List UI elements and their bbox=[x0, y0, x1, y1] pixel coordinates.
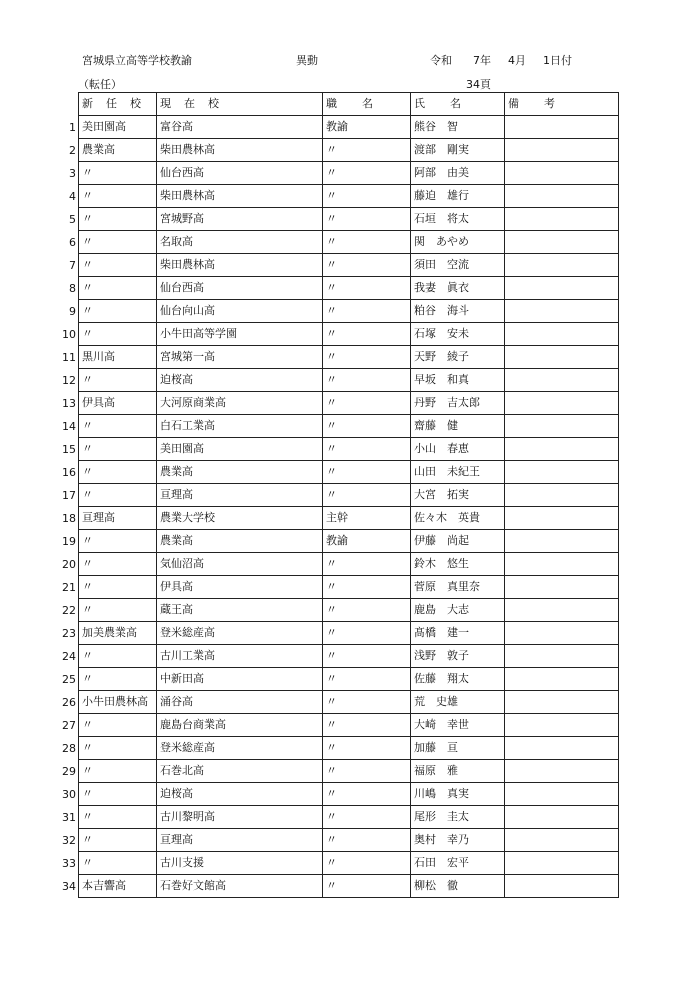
table-row bbox=[79, 254, 619, 277]
row-number: 23 bbox=[62, 626, 76, 640]
name-cell: 天野 綾子 bbox=[411, 346, 505, 369]
table-row bbox=[79, 185, 619, 208]
table-row bbox=[79, 208, 619, 231]
remarks-cell bbox=[505, 691, 619, 714]
remarks-cell bbox=[505, 392, 619, 415]
remarks-cell bbox=[505, 438, 619, 461]
column-header-new-school: 新 任 校 bbox=[79, 93, 157, 116]
current-school-cell: 美田園高 bbox=[157, 438, 323, 461]
table-row bbox=[79, 875, 619, 898]
position-cell: 〃 bbox=[323, 668, 411, 691]
remarks-cell bbox=[505, 300, 619, 323]
effective-date bbox=[430, 52, 572, 68]
position-cell: 〃 bbox=[323, 254, 411, 277]
org-title: 宮城県立高等学校教諭 bbox=[82, 54, 192, 67]
row-number: 9 bbox=[69, 304, 76, 318]
current-school-cell: 柴田農林高 bbox=[157, 254, 323, 277]
new-school-cell: 〃 bbox=[79, 438, 157, 461]
position-cell: 教諭 bbox=[323, 116, 411, 139]
row-number: 29 bbox=[62, 764, 76, 778]
new-school-cell: 〃 bbox=[79, 645, 157, 668]
table-row bbox=[79, 806, 619, 829]
row-number: 6 bbox=[69, 235, 76, 249]
current-school-cell: 気仙沼高 bbox=[157, 553, 323, 576]
position-cell: 〃 bbox=[323, 438, 411, 461]
table-row bbox=[79, 369, 619, 392]
table-row bbox=[79, 139, 619, 162]
name-cell: 石田 宏平 bbox=[411, 852, 505, 875]
row-number: 16 bbox=[62, 465, 76, 479]
remarks-cell bbox=[505, 806, 619, 829]
position-cell: 〃 bbox=[323, 829, 411, 852]
new-school-cell: 農業高 bbox=[79, 139, 157, 162]
row-number: 5 bbox=[69, 212, 76, 226]
current-school-cell: 涌谷高 bbox=[157, 691, 323, 714]
position-cell: 〃 bbox=[323, 806, 411, 829]
remarks-cell bbox=[505, 875, 619, 898]
position-cell: 〃 bbox=[323, 760, 411, 783]
name-cell: 伊藤 尚起 bbox=[411, 530, 505, 553]
row-number: 25 bbox=[62, 672, 76, 686]
new-school-cell: 〃 bbox=[79, 162, 157, 185]
table-row bbox=[79, 737, 619, 760]
position-cell: 〃 bbox=[323, 231, 411, 254]
new-school-cell: 〃 bbox=[79, 323, 157, 346]
row-number: 17 bbox=[62, 488, 76, 502]
row-number: 7 bbox=[69, 258, 76, 272]
current-school-cell: 農業大学校 bbox=[157, 507, 323, 530]
current-school-cell: 名取高 bbox=[157, 231, 323, 254]
remarks-cell bbox=[505, 622, 619, 645]
new-school-cell: 加美農業高 bbox=[79, 622, 157, 645]
current-school-cell: 農業高 bbox=[157, 461, 323, 484]
position-cell: 〃 bbox=[323, 346, 411, 369]
current-school-cell: 大河原商業高 bbox=[157, 392, 323, 415]
remarks-cell bbox=[505, 760, 619, 783]
new-school-cell: 〃 bbox=[79, 277, 157, 300]
name-cell: 関 あやめ bbox=[411, 231, 505, 254]
new-school-cell: 〃 bbox=[79, 185, 157, 208]
table-row bbox=[79, 553, 619, 576]
table-row bbox=[79, 300, 619, 323]
current-school-cell: 白石工業高 bbox=[157, 415, 323, 438]
current-school-cell: 石巻北高 bbox=[157, 760, 323, 783]
name-cell: 加藤 亘 bbox=[411, 737, 505, 760]
row-number: 19 bbox=[62, 534, 76, 548]
name-cell: 鹿島 大志 bbox=[411, 599, 505, 622]
position-cell: 〃 bbox=[323, 553, 411, 576]
position-cell: 〃 bbox=[323, 208, 411, 231]
name-cell: 尾形 圭太 bbox=[411, 806, 505, 829]
name-cell: 山田 未紀王 bbox=[411, 461, 505, 484]
name-cell: 石垣 将太 bbox=[411, 208, 505, 231]
remarks-cell bbox=[505, 231, 619, 254]
new-school-cell: 〃 bbox=[79, 599, 157, 622]
position-cell: 教諭 bbox=[323, 530, 411, 553]
new-school-cell: 〃 bbox=[79, 783, 157, 806]
row-number: 3 bbox=[69, 166, 76, 180]
table-row bbox=[79, 576, 619, 599]
remarks-cell bbox=[505, 323, 619, 346]
position-cell: 〃 bbox=[323, 783, 411, 806]
remarks-cell bbox=[505, 829, 619, 852]
new-school-cell: 美田園高 bbox=[79, 116, 157, 139]
remarks-cell bbox=[505, 369, 619, 392]
position-cell: 〃 bbox=[323, 737, 411, 760]
name-cell: 粕谷 海斗 bbox=[411, 300, 505, 323]
table-row bbox=[79, 691, 619, 714]
table-row bbox=[79, 783, 619, 806]
date-era: 令和 bbox=[430, 54, 452, 67]
column-header-name: 氏 名 bbox=[411, 93, 505, 116]
row-number: 32 bbox=[62, 833, 76, 847]
current-school-cell: 富谷高 bbox=[157, 116, 323, 139]
current-school-cell: 登米総産高 bbox=[157, 622, 323, 645]
table-row bbox=[79, 277, 619, 300]
remarks-cell bbox=[505, 185, 619, 208]
name-cell: 鈴木 悠生 bbox=[411, 553, 505, 576]
position-cell: 〃 bbox=[323, 691, 411, 714]
new-school-cell: 亘理高 bbox=[79, 507, 157, 530]
current-school-cell: 仙台西高 bbox=[157, 162, 323, 185]
row-number: 18 bbox=[62, 511, 76, 525]
new-school-cell: 〃 bbox=[79, 369, 157, 392]
row-number: 34 bbox=[62, 879, 76, 893]
new-school-cell: 〃 bbox=[79, 231, 157, 254]
remarks-cell bbox=[505, 277, 619, 300]
position-cell: 〃 bbox=[323, 484, 411, 507]
new-school-cell: 〃 bbox=[79, 668, 157, 691]
new-school-cell: 〃 bbox=[79, 530, 157, 553]
remarks-cell bbox=[505, 599, 619, 622]
row-number: 13 bbox=[62, 396, 76, 410]
table-row bbox=[79, 507, 619, 530]
position-cell: 〃 bbox=[323, 323, 411, 346]
table-row bbox=[79, 645, 619, 668]
new-school-cell: 〃 bbox=[79, 806, 157, 829]
current-school-cell: 蔵王高 bbox=[157, 599, 323, 622]
name-cell: 浅野 敦子 bbox=[411, 645, 505, 668]
page-number: 34頁 bbox=[466, 78, 491, 91]
current-school-cell: 宮城第一高 bbox=[157, 346, 323, 369]
table-row bbox=[79, 484, 619, 507]
new-school-cell: 〃 bbox=[79, 714, 157, 737]
new-school-cell: 〃 bbox=[79, 829, 157, 852]
position-cell: 〃 bbox=[323, 185, 411, 208]
position-cell: 〃 bbox=[323, 392, 411, 415]
row-number: 21 bbox=[62, 580, 76, 594]
row-number: 24 bbox=[62, 649, 76, 663]
name-cell: 阿部 由美 bbox=[411, 162, 505, 185]
new-school-cell: 〃 bbox=[79, 484, 157, 507]
current-school-cell: 小牛田高等学園 bbox=[157, 323, 323, 346]
document-type: 異動 bbox=[296, 54, 318, 67]
name-cell: 須田 空流 bbox=[411, 254, 505, 277]
position-cell: 〃 bbox=[323, 139, 411, 162]
new-school-cell: 〃 bbox=[79, 760, 157, 783]
position-cell: 〃 bbox=[323, 599, 411, 622]
current-school-cell: 亘理高 bbox=[157, 484, 323, 507]
name-cell: 荒 史雄 bbox=[411, 691, 505, 714]
name-cell: 佐々木 英貴 bbox=[411, 507, 505, 530]
remarks-cell bbox=[505, 576, 619, 599]
position-cell: 〃 bbox=[323, 162, 411, 185]
table-row bbox=[79, 346, 619, 369]
row-number: 11 bbox=[62, 350, 76, 364]
name-cell: 佐藤 翔太 bbox=[411, 668, 505, 691]
table-row bbox=[79, 599, 619, 622]
transfer-category: （転任） bbox=[78, 78, 122, 91]
position-cell: 〃 bbox=[323, 622, 411, 645]
position-cell: 〃 bbox=[323, 714, 411, 737]
current-school-cell: 中新田高 bbox=[157, 668, 323, 691]
row-number: 20 bbox=[62, 557, 76, 571]
table-row bbox=[79, 392, 619, 415]
table-row bbox=[79, 415, 619, 438]
name-cell: 髙橋 建一 bbox=[411, 622, 505, 645]
column-header-current-school: 現 在 校 bbox=[157, 93, 323, 116]
date-day: 1日付 bbox=[543, 54, 572, 67]
current-school-cell: 亘理高 bbox=[157, 829, 323, 852]
remarks-cell bbox=[505, 461, 619, 484]
name-cell: 渡部 剛実 bbox=[411, 139, 505, 162]
name-cell: 福原 雅 bbox=[411, 760, 505, 783]
column-header-position: 職 名 bbox=[323, 93, 411, 116]
name-cell: 小山 春恵 bbox=[411, 438, 505, 461]
remarks-cell bbox=[505, 530, 619, 553]
position-cell: 〃 bbox=[323, 461, 411, 484]
row-number: 33 bbox=[62, 856, 76, 870]
row-number: 31 bbox=[62, 810, 76, 824]
date-year: 7年 bbox=[473, 54, 491, 67]
name-cell: 丹野 吉太郎 bbox=[411, 392, 505, 415]
current-school-cell: 宮城野高 bbox=[157, 208, 323, 231]
row-number: 26 bbox=[62, 695, 76, 709]
position-cell: 〃 bbox=[323, 300, 411, 323]
new-school-cell: 〃 bbox=[79, 415, 157, 438]
remarks-cell bbox=[505, 208, 619, 231]
name-cell: 熊谷 智 bbox=[411, 116, 505, 139]
new-school-cell: 〃 bbox=[79, 852, 157, 875]
new-school-cell: 〃 bbox=[79, 576, 157, 599]
current-school-cell: 登米総産高 bbox=[157, 737, 323, 760]
remarks-cell bbox=[505, 714, 619, 737]
new-school-cell: 伊具高 bbox=[79, 392, 157, 415]
remarks-cell bbox=[505, 553, 619, 576]
table-row bbox=[79, 231, 619, 254]
table-row bbox=[79, 760, 619, 783]
remarks-cell bbox=[505, 162, 619, 185]
row-number: 4 bbox=[69, 189, 76, 203]
name-cell: 石塚 安未 bbox=[411, 323, 505, 346]
name-cell: 齋藤 健 bbox=[411, 415, 505, 438]
row-number: 1 bbox=[69, 120, 76, 134]
position-cell: 〃 bbox=[323, 415, 411, 438]
table-row bbox=[79, 714, 619, 737]
row-number: 22 bbox=[62, 603, 76, 617]
position-cell: 〃 bbox=[323, 576, 411, 599]
name-cell: 早坂 和真 bbox=[411, 369, 505, 392]
current-school-cell: 古川工業高 bbox=[157, 645, 323, 668]
new-school-cell: 〃 bbox=[79, 461, 157, 484]
remarks-cell bbox=[505, 783, 619, 806]
row-number: 15 bbox=[62, 442, 76, 456]
table-row bbox=[79, 461, 619, 484]
table-row bbox=[79, 668, 619, 691]
row-number: 12 bbox=[62, 373, 76, 387]
new-school-cell: 〃 bbox=[79, 300, 157, 323]
new-school-cell: 本吉響高 bbox=[79, 875, 157, 898]
remarks-cell bbox=[505, 645, 619, 668]
remarks-cell bbox=[505, 852, 619, 875]
name-cell: 藤迫 雄行 bbox=[411, 185, 505, 208]
new-school-cell: 〃 bbox=[79, 553, 157, 576]
name-cell: 大宮 拓実 bbox=[411, 484, 505, 507]
current-school-cell: 柴田農林高 bbox=[157, 185, 323, 208]
transfer-table bbox=[78, 92, 619, 898]
remarks-cell bbox=[505, 415, 619, 438]
remarks-cell bbox=[505, 346, 619, 369]
position-cell: 〃 bbox=[323, 369, 411, 392]
table-row bbox=[79, 829, 619, 852]
new-school-cell: 〃 bbox=[79, 737, 157, 760]
current-school-cell: 石巻好文館高 bbox=[157, 875, 323, 898]
name-cell: 大崎 幸世 bbox=[411, 714, 505, 737]
table-row bbox=[79, 162, 619, 185]
current-school-cell: 古川支援 bbox=[157, 852, 323, 875]
date-month: 4月 bbox=[508, 54, 526, 67]
remarks-cell bbox=[505, 254, 619, 277]
current-school-cell: 柴田農林高 bbox=[157, 139, 323, 162]
new-school-cell: 小牛田農林高 bbox=[79, 691, 157, 714]
table-row bbox=[79, 852, 619, 875]
remarks-cell bbox=[505, 484, 619, 507]
new-school-cell: 〃 bbox=[79, 208, 157, 231]
column-header-remarks: 備 考 bbox=[505, 93, 619, 116]
current-school-cell: 迫桜高 bbox=[157, 783, 323, 806]
remarks-cell bbox=[505, 139, 619, 162]
current-school-cell: 迫桜高 bbox=[157, 369, 323, 392]
current-school-cell: 古川黎明高 bbox=[157, 806, 323, 829]
current-school-cell: 鹿島台商業高 bbox=[157, 714, 323, 737]
row-number: 30 bbox=[62, 787, 76, 801]
name-cell: 川嶋 真実 bbox=[411, 783, 505, 806]
current-school-cell: 仙台向山高 bbox=[157, 300, 323, 323]
name-cell: 柳松 徹 bbox=[411, 875, 505, 898]
current-school-cell: 伊具高 bbox=[157, 576, 323, 599]
row-number: 2 bbox=[69, 143, 76, 157]
current-school-cell: 農業高 bbox=[157, 530, 323, 553]
position-cell: 〃 bbox=[323, 645, 411, 668]
position-cell: 主幹 bbox=[323, 507, 411, 530]
name-cell: 我妻 眞衣 bbox=[411, 277, 505, 300]
current-school-cell: 仙台西高 bbox=[157, 277, 323, 300]
remarks-cell bbox=[505, 116, 619, 139]
position-cell: 〃 bbox=[323, 875, 411, 898]
row-number: 27 bbox=[62, 718, 76, 732]
name-cell: 菅原 真里奈 bbox=[411, 576, 505, 599]
remarks-cell bbox=[505, 668, 619, 691]
table-row bbox=[79, 530, 619, 553]
table-row bbox=[79, 323, 619, 346]
position-cell: 〃 bbox=[323, 852, 411, 875]
row-number: 28 bbox=[62, 741, 76, 755]
table-row bbox=[79, 116, 619, 139]
new-school-cell: 〃 bbox=[79, 254, 157, 277]
name-cell: 奥村 幸乃 bbox=[411, 829, 505, 852]
remarks-cell bbox=[505, 737, 619, 760]
row-number: 10 bbox=[62, 327, 76, 341]
row-number: 14 bbox=[62, 419, 76, 433]
row-number: 8 bbox=[69, 281, 76, 295]
position-cell: 〃 bbox=[323, 277, 411, 300]
table-row bbox=[79, 438, 619, 461]
new-school-cell: 黒川高 bbox=[79, 346, 157, 369]
table-header-row bbox=[79, 93, 619, 116]
remarks-cell bbox=[505, 507, 619, 530]
table-row bbox=[79, 622, 619, 645]
